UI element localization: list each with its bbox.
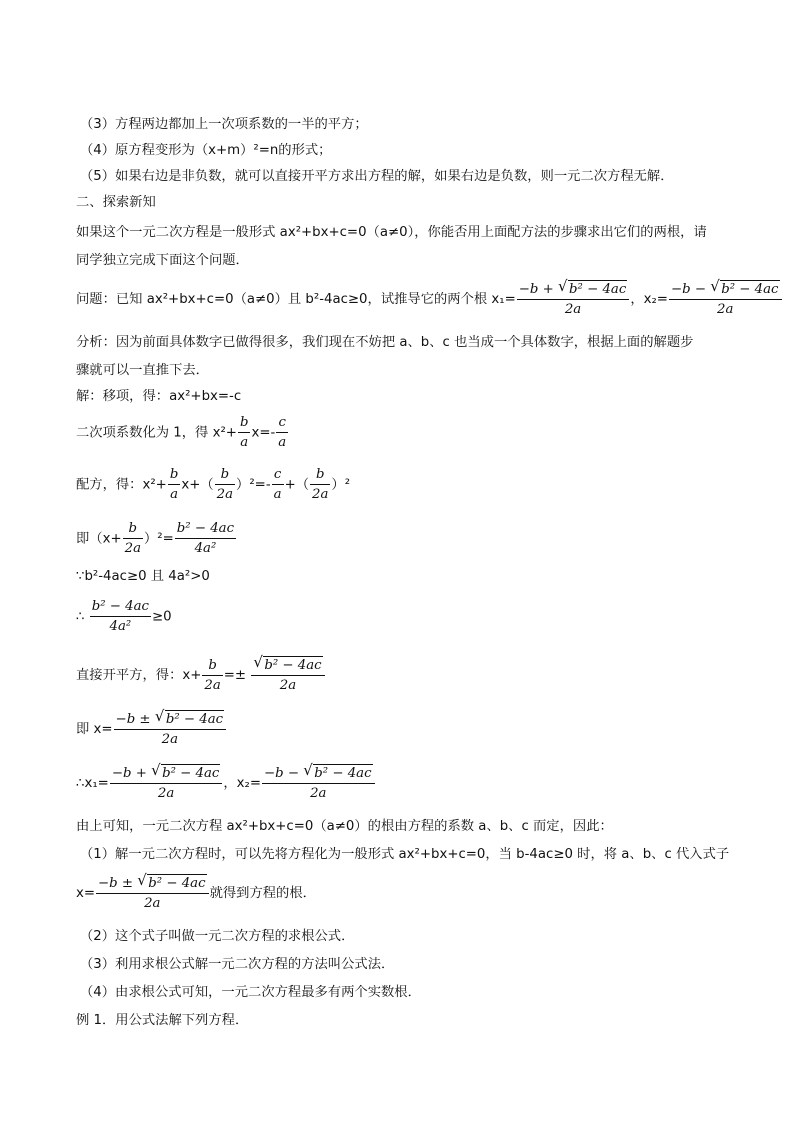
solution-complete-square: 配方，得：x²+ $\frac{b}{a}$ x+（ $\frac{b}{2a}$ ）²=- $\frac{c}{a}$ +（ $\frac{b}{2a}$ ）² [76, 467, 351, 502]
root-x1-fraction: $\frac{\text{−b + √ b² − 4ac}}{2a}$ [517, 280, 630, 318]
solution-normalize: 二次项系数化为 1，得 x²+ $\frac{b}{a}$ x=- $\frac{c}{a}$ [76, 415, 287, 450]
conclusion-point-3: （3）利用求根公式解一元二次方程的方法叫公式法． [80, 957, 395, 972]
solution-condition: ∵b²-4ac≥0 且 4a²>0 [76, 569, 210, 584]
conclusion-formula: x= $\frac{\text{−b ± √ b² − 4ac}}{2a}$ 就得到方程的根． [76, 874, 316, 912]
problem-sep: ，x₂= [630, 292, 668, 307]
step-4: （4）原方程变形为（x+m）²=n的形式； [80, 143, 332, 158]
conclusion-point-1: （1）解一元二次方程时，可以先将方程化为一般形式 ax²+bx+c=0，当 b-4ac≥0 时，将 a、b、c 代入式子 [80, 847, 730, 862]
conclusion-point-2: （2）这个式子叫做一元二次方程的求根公式． [80, 929, 355, 944]
problem-statement [76, 280, 783, 318]
intro-line-2: 同学独立完成下面这个问题． [76, 253, 249, 268]
solution-ji-2: 即 x= $\frac{\text{−b ± √ b² − 4ac}}{2a}$ [76, 710, 227, 748]
root-x2-fraction: $\frac{\text{−b − √ b² − 4ac}}{2a}$ [669, 280, 782, 318]
section-heading: 二、探索新知 [76, 195, 156, 210]
conclusion-intro: 由上可知，一元二次方程 ax²+bx+c=0（a≠0）的根由方程的系数 a、b、c 而定，因此： [76, 819, 613, 834]
analysis-line-2: 骤就可以一直推下去． [76, 363, 209, 378]
solution-transpose: 解：移项，得：ax²+bx=-c [76, 389, 242, 404]
step-5: （5）如果右边是非负数，就可以直接开平方求出方程的解，如果右边是负数，则一元二次方程无解． [80, 169, 674, 184]
problem-prefix: 问题：已知 ax²+bx+c=0（a≠0）且 b²-4ac≥0，试推导它的两个根 x₁= [76, 292, 516, 307]
solution-final-roots: ∴x₁= $\frac{\text{−b + √ b² − 4ac}}{2a}$ ，x₂= $\frac{\text{−b − √ b² − 4ac}}{2a}$ [76, 764, 376, 802]
solution-therefore-nonneg: ∴ $\frac{\text{b² − 4ac}}{\text{4a²}}$ ≥0 [76, 599, 172, 634]
solution-ji-1: 即（x+ $\frac{b}{2a}$ ）²= $\frac{\text{b² − 4ac}}{\text{4a²}}$ [76, 521, 235, 556]
example-1: 例 1．用公式法解下列方程． [76, 1013, 249, 1028]
step-3: （3）方程两边都加上一次项系数的一半的平方； [80, 117, 368, 132]
intro-line-1: 如果这个一元二次方程是一般形式 ax²+bx+c=0（a≠0），你能否用上面配方法的步骤求出它们的两根，请 [76, 225, 707, 240]
solution-take-root: 直接开平方，得：x+ $\frac{b}{2a}$ =± √ $\frac{\text{b² − 4ac}}{2a}$ [76, 656, 326, 694]
analysis-line-1: 分析：因为前面具体数字已做得很多，我们现在不妨把 a、b、c 也当成一个具体数字，根据上面的解题步 [76, 335, 694, 350]
conclusion-point-4: （4）由求根公式可知，一元二次方程最多有两个实数根． [80, 985, 421, 1000]
